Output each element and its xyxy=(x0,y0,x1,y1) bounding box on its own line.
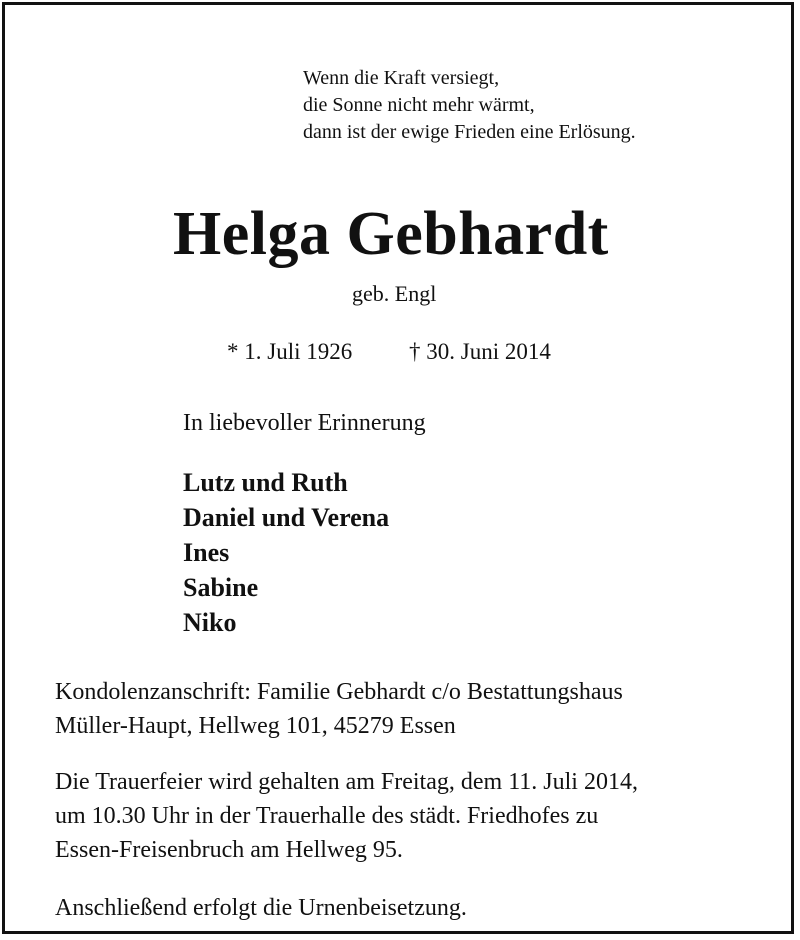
poem-line: die Sonne nicht mehr wärmt, xyxy=(303,94,535,116)
poem-line: Wenn die Kraft versiegt, xyxy=(303,67,500,89)
ceremony-details xyxy=(55,765,638,867)
burial-note: Anschließend erfolgt die Urnenbeisetzung. xyxy=(55,895,467,921)
memory-line: In liebevoller Erinnerung xyxy=(183,410,426,436)
maiden-name: geb. Engl xyxy=(352,281,437,306)
mourner-name: Niko xyxy=(183,608,237,637)
poem xyxy=(303,65,636,146)
ceremony-line: Essen-Freisenbruch am Hellweg 95. xyxy=(55,837,403,863)
death-date: † 30. Juni 2014 xyxy=(409,339,551,364)
mourners-list xyxy=(183,465,389,640)
condolence-address xyxy=(55,675,623,743)
mourner-name: Sabine xyxy=(183,573,259,602)
deceased-name: Helga Gebhardt xyxy=(173,200,609,268)
condolence-line: Müller-Haupt, Hellweg 101, 45279 Essen xyxy=(55,713,456,739)
birth-date: * 1. Juli 1926 xyxy=(227,339,353,364)
poem-line: dann ist der ewige Frieden eine Erlösung. xyxy=(303,121,636,143)
mourner-name: Lutz und Ruth xyxy=(183,468,348,497)
condolence-line: Kondolenzanschrift: Familie Gebhardt c/o Bestattungshaus xyxy=(55,679,623,705)
ceremony-line: um 10.30 Uhr in der Trauerhalle des städt. Friedhofes zu xyxy=(55,803,599,829)
mourner-name: Ines xyxy=(183,538,230,567)
mourner-name: Daniel und Verena xyxy=(183,503,390,532)
ceremony-line: Die Trauerfeier wird gehalten am Freitag, dem 11. Juli 2014, xyxy=(55,769,638,795)
obituary-notice xyxy=(2,2,794,934)
